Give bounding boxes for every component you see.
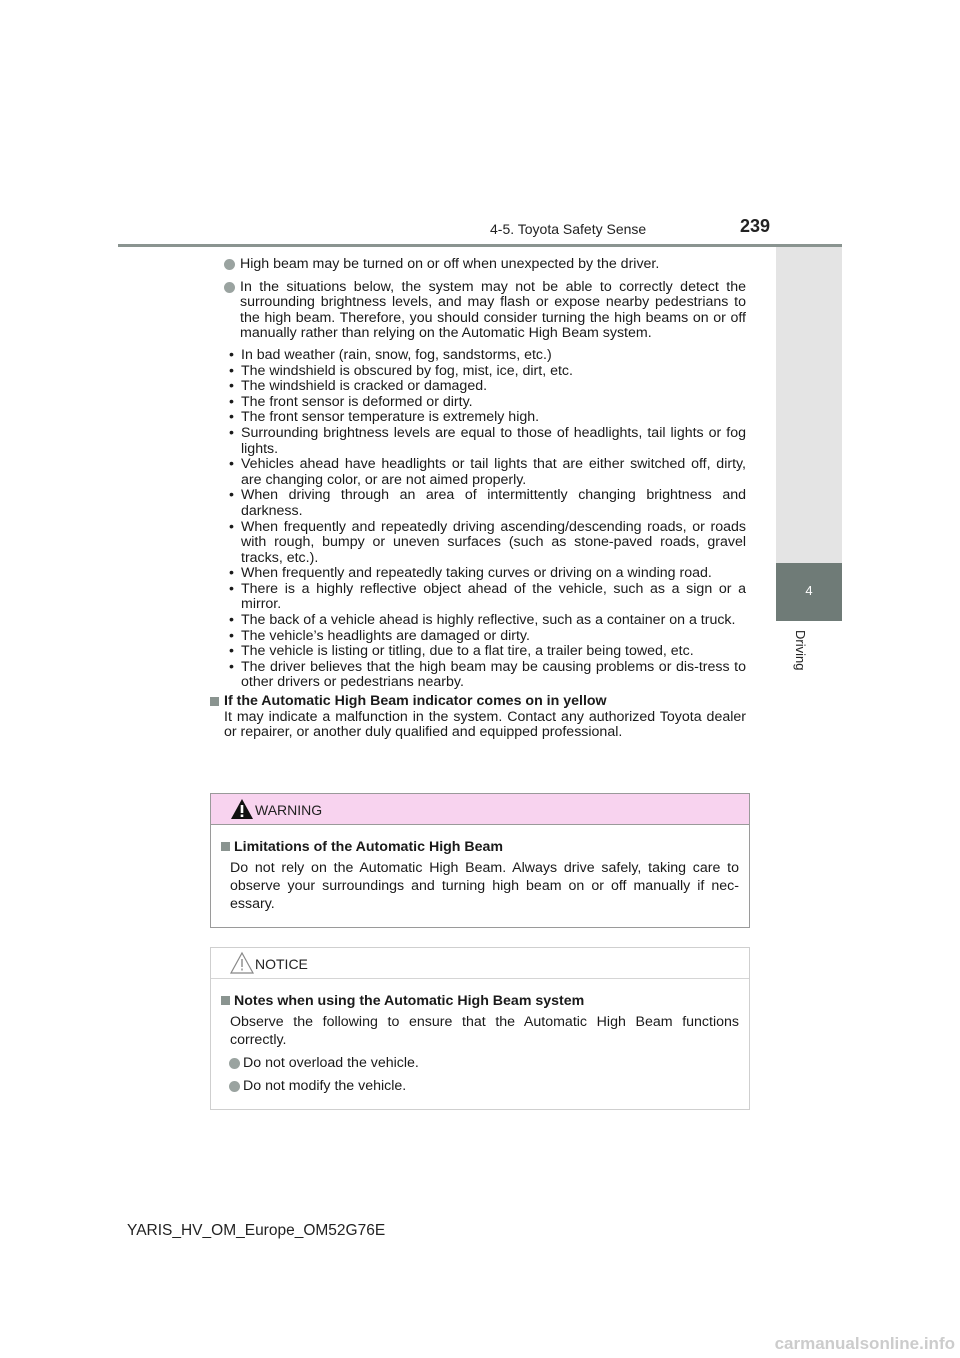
warning-header bbox=[211, 794, 749, 825]
bullet-dot-icon bbox=[224, 282, 235, 293]
warning-body bbox=[211, 825, 749, 913]
indicator-heading: If the Automatic High Beam indicator comes on in yellow bbox=[210, 694, 746, 710]
notice-label: NOTICE bbox=[255, 956, 308, 972]
bullet-text: High beam may be turned on or off when unexpected by the driver. bbox=[240, 256, 660, 272]
square-bullet-icon bbox=[221, 996, 230, 1005]
section-title: 4-5. Toyota Safety Sense bbox=[490, 221, 647, 237]
document-id: YARIS_HV_OM_Europe_OM52G76E bbox=[127, 1222, 386, 1239]
notice-box bbox=[210, 947, 750, 1110]
list-item: • The vehicle is listing or titling, due to a flat tire, a trailer being towed, etc. bbox=[229, 643, 694, 660]
list-item: Do not overload the vehicle. bbox=[229, 1054, 739, 1072]
page-number: 239 bbox=[740, 216, 771, 236]
list-item: • The windshield is obscured by fog, mist, ice, dirt, etc. bbox=[229, 362, 573, 379]
list-item: • The windshield is cracked or damaged. bbox=[229, 378, 488, 395]
warning-text: Do not rely on the Automatic High Beam. Always drive safely, taking care to observe your surroundings and turning high beam on or off manually if nec-essary. bbox=[230, 860, 739, 912]
watermark: carmanualsonline.info bbox=[774, 1334, 955, 1353]
list-item: • The front sensor temperature is extremely high. bbox=[229, 409, 540, 426]
bullet-dot-icon bbox=[224, 259, 235, 270]
conditions-list bbox=[229, 348, 746, 691]
square-bullet-icon bbox=[210, 697, 219, 706]
main-content bbox=[223, 257, 746, 741]
list-item: • There is a highly reflective object ahead of the vehicle, such as a sign or a mirror. bbox=[229, 580, 746, 613]
warning-label: WARNING bbox=[255, 802, 323, 818]
notice-header bbox=[211, 948, 749, 979]
notice-heading: Notes when using the Automatic High Beam system bbox=[215, 992, 739, 1010]
list-item: • The vehicle’s headlights are damaged or dirty. bbox=[229, 627, 530, 644]
list-item: • The front sensor is deformed or dirty. bbox=[229, 393, 473, 410]
chapter-number: 4 bbox=[805, 583, 813, 598]
bullet-dot-icon bbox=[229, 1081, 240, 1092]
chapter-label bbox=[794, 630, 810, 690]
list-item: • Vehicles ahead have headlights or tail lights that are either switched off, dirty, are changing color, or are not aimed properly. bbox=[229, 456, 746, 488]
warning-box bbox=[210, 793, 750, 928]
list-item: • The driver believes that the high beam may be causing problems or dis-tress to other drivers or pedestrians nearby. bbox=[229, 658, 746, 691]
chapter-tab[interactable] bbox=[776, 563, 842, 621]
side-margin-strip bbox=[776, 247, 842, 563]
notice-body bbox=[211, 979, 749, 1095]
list-item: Do not modify the vehicle. bbox=[229, 1077, 739, 1095]
list-item: • When driving through an area of intermittently changing brightness and darkness. bbox=[229, 487, 746, 519]
indicator-text: It may indicate a malfunction in the system. Contact any authorized Toyota dealer or repairer, or another duly qualified and equipped professional. bbox=[224, 708, 746, 741]
warning-heading: Limitations of the Automatic High Beam bbox=[215, 838, 739, 856]
caution-triangle-icon bbox=[229, 951, 255, 975]
header-divider bbox=[118, 244, 842, 247]
notice-text: Observe the following to ensure that the Automatic High Beam functions correctly. bbox=[230, 1014, 739, 1048]
bullet-item bbox=[223, 280, 746, 342]
bullet-dot-icon bbox=[229, 1058, 240, 1069]
list-item: • When frequently and repeatedly taking curves or driving on a winding road. bbox=[229, 565, 712, 582]
bullet-text: In the situations below, the system may not be able to correctly detect the surrounding brightness levels, and may flash or expose nearby pedestrians to the high beam. Therefore, you should consider turning the high beams on or off manually rather than relying on the Automatic High Beam system. bbox=[240, 278, 746, 342]
list-item: • When frequently and repeatedly driving ascending/descending roads, or roads with rough, bumpy or uneven surfaces (such as stone-paved roads, gravel tracks, etc.). bbox=[229, 518, 746, 566]
list-item: • Surrounding brightness levels are equal to those of headlights, tail lights or fog lights. bbox=[229, 424, 746, 457]
chapter-label-text: Driving bbox=[793, 630, 808, 671]
list-item: • The back of a vehicle ahead is highly reflective, such as a container on a truck. bbox=[229, 612, 736, 629]
warning-triangle-icon bbox=[229, 797, 255, 821]
square-bullet-icon bbox=[221, 842, 230, 851]
bullet-item bbox=[223, 257, 746, 273]
list-item: • In bad weather (rain, snow, fog, sandstorms, etc.) bbox=[229, 346, 552, 363]
